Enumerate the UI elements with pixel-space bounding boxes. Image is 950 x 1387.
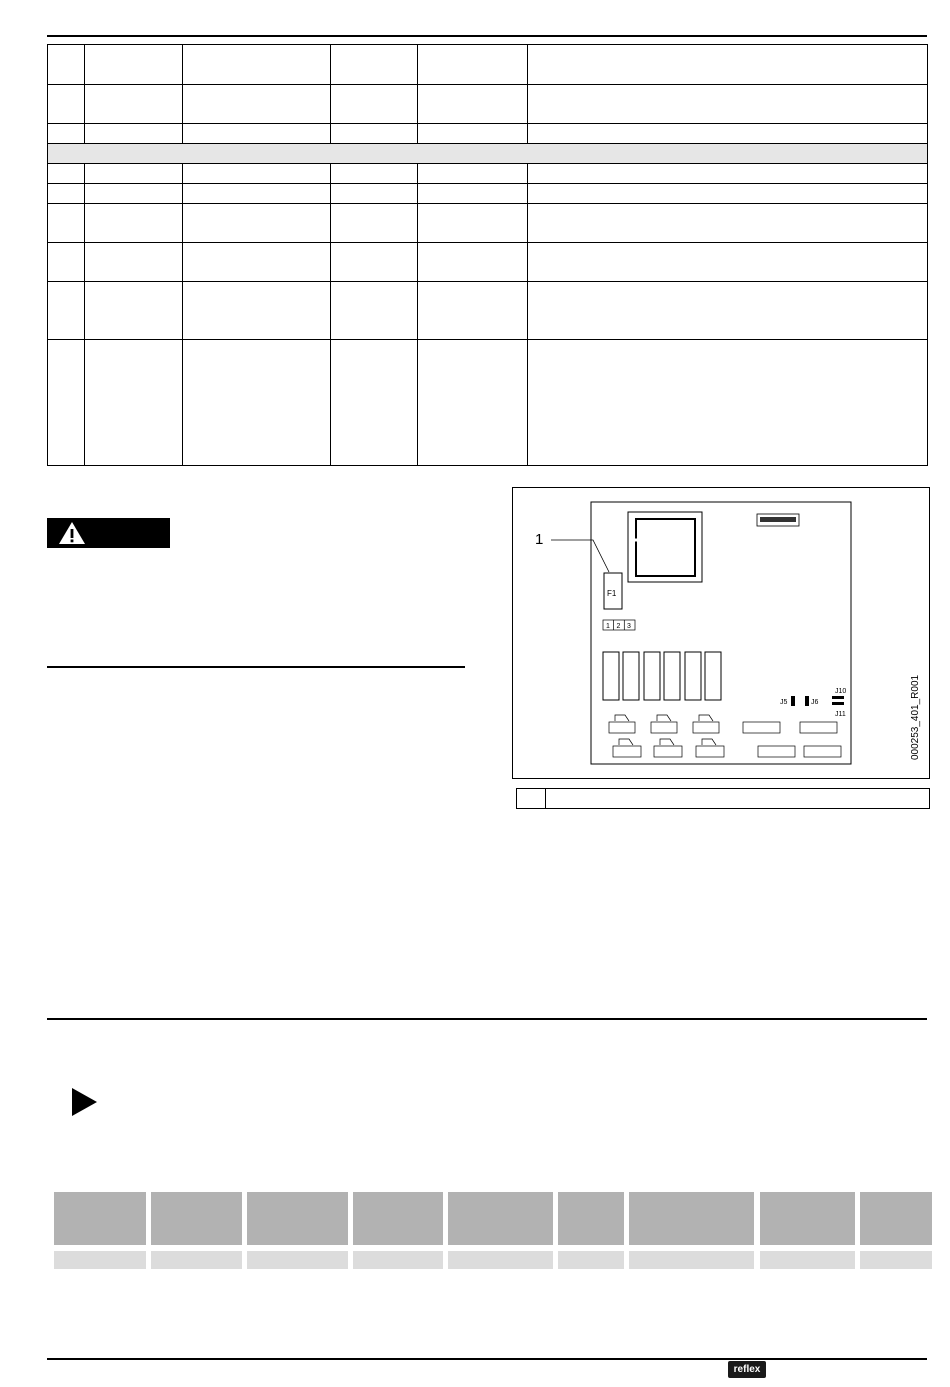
table-row — [48, 282, 928, 340]
table-cell — [558, 1251, 624, 1269]
terminal-label: 2 — [616, 623, 621, 630]
table-header-cell — [54, 1192, 146, 1245]
table-cell — [629, 1251, 754, 1269]
terminal-table — [47, 44, 928, 466]
terminal-label: 1 — [606, 623, 610, 630]
jumper-label: J10 — [835, 688, 847, 695]
table-header-cell — [860, 1192, 932, 1245]
table-header-cell — [629, 1192, 754, 1245]
table-row — [48, 243, 928, 282]
table-header-cell — [151, 1192, 242, 1245]
table-header-cell — [353, 1192, 443, 1245]
table-row — [48, 85, 928, 124]
table-header-cell — [247, 1192, 348, 1245]
fuse-label: F1 — [607, 589, 617, 598]
figure-legend-table — [516, 788, 930, 809]
warning-triangle-icon — [57, 520, 87, 546]
terminal-label: 3 — [627, 623, 631, 630]
table-header-row — [48, 45, 928, 85]
jumper-label: J5 — [780, 699, 788, 706]
jumpers — [780, 688, 846, 718]
table-header-cell — [558, 1192, 624, 1245]
section-rule — [47, 1018, 927, 1020]
play-arrow-icon — [72, 1088, 97, 1116]
legend-number-cell — [517, 789, 546, 808]
table-cell — [448, 1251, 553, 1269]
table-row — [48, 124, 928, 144]
table-row — [48, 164, 928, 184]
table-cell — [760, 1251, 855, 1269]
table-header-cell — [448, 1192, 553, 1245]
footer-rule — [47, 1358, 927, 1360]
fuse-f1 — [604, 573, 622, 609]
jumper-label: J11 — [835, 711, 846, 718]
warning-label — [47, 518, 170, 548]
relay-bank — [603, 652, 721, 700]
table-cell — [247, 1251, 348, 1269]
table-cell — [860, 1251, 932, 1269]
terminal-blocks-lower — [609, 715, 841, 757]
table-cell — [54, 1251, 146, 1269]
table-cell — [151, 1251, 242, 1269]
dip-switch — [757, 514, 799, 526]
circuit-board-figure — [512, 487, 930, 779]
circuit-board-drawing — [513, 488, 929, 778]
section-rule — [47, 666, 465, 668]
table-row — [48, 340, 928, 466]
terminal-block-top — [603, 620, 635, 630]
table-header-cell — [760, 1192, 855, 1245]
table-row — [48, 204, 928, 243]
drawing-id: 000253_401_R001 — [910, 674, 921, 760]
header-rule — [47, 35, 927, 37]
table-section-row — [48, 144, 928, 164]
jumper-label: J6 — [811, 699, 819, 706]
callout-number: 1 — [535, 531, 544, 548]
table-cell — [353, 1251, 443, 1269]
table-row — [48, 184, 928, 204]
reflex-logo: reflex — [728, 1361, 766, 1378]
